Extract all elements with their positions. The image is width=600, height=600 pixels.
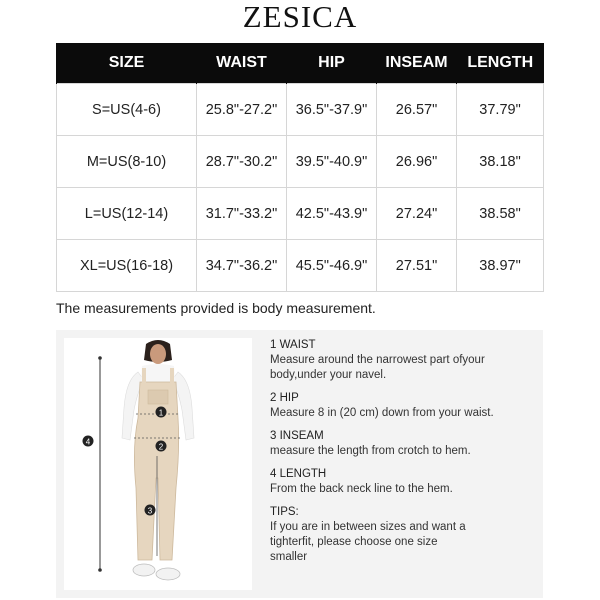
measurement-note: The measurements provided is body measurement. — [56, 300, 376, 316]
size-chart-table — [56, 43, 544, 292]
brand-logo: ZESICA — [242, 0, 358, 34]
step-title: TIPS: — [270, 506, 299, 518]
cell-inseam: 26.57" — [377, 84, 457, 136]
cell-waist: 25.8"-27.2" — [197, 84, 287, 136]
table-header-row — [57, 43, 544, 84]
step-title: 2 HIP — [270, 392, 299, 404]
cell-inseam: 26.96" — [377, 136, 457, 188]
header-length: LENGTH — [457, 43, 544, 84]
cell-length: 38.58" — [457, 188, 544, 240]
table-row — [57, 240, 544, 292]
model-figure — [64, 338, 252, 590]
cell-waist: 34.7"-36.2" — [197, 240, 287, 292]
step-title: 3 INSEAM — [270, 430, 324, 442]
step-title: 1 WAIST — [270, 339, 316, 351]
measurement-guide-panel — [56, 330, 543, 598]
length-line-top-dot — [98, 356, 102, 360]
table-row — [57, 136, 544, 188]
cell-hip: 36.5"-37.9" — [287, 84, 377, 136]
cell-size: XL=US(16-18) — [57, 240, 197, 292]
cell-inseam: 27.24" — [377, 188, 457, 240]
header-inseam: INSEAM — [377, 43, 457, 84]
table-row — [57, 84, 544, 136]
header-hip: HIP — [287, 43, 377, 84]
bib-pocket — [148, 390, 168, 404]
step-waist — [270, 338, 540, 383]
marker-4-label: 4 — [85, 437, 91, 447]
cell-size: S=US(4-6) — [57, 84, 197, 136]
marker-1-label: 1 — [158, 408, 164, 418]
marker-2-label: 2 — [158, 442, 164, 452]
step-text: body,under your navel. — [270, 369, 387, 381]
step-text: From the back neck line to the hem. — [270, 483, 453, 495]
left-shoe — [133, 564, 155, 576]
cell-hip: 42.5"-43.9" — [287, 188, 377, 240]
header-size: SIZE — [57, 43, 197, 84]
cell-length: 38.97" — [457, 240, 544, 292]
cell-waist: 28.7"-30.2" — [197, 136, 287, 188]
step-tips — [270, 505, 540, 565]
cell-hip: 39.5"-40.9" — [287, 136, 377, 188]
overalls-shape — [134, 382, 178, 560]
cell-size: L=US(12-14) — [57, 188, 197, 240]
model-illustration — [64, 338, 252, 590]
table-row — [57, 188, 544, 240]
marker-3-label: 3 — [147, 506, 153, 516]
cell-waist: 31.7"-33.2" — [197, 188, 287, 240]
cell-length: 38.18" — [457, 136, 544, 188]
right-shoe — [156, 568, 180, 580]
step-length — [270, 467, 540, 497]
face-shape — [150, 344, 166, 364]
step-inseam — [270, 429, 540, 459]
step-text: tighterfit, please choose one size — [270, 536, 438, 548]
measurement-steps — [270, 338, 540, 573]
length-line-bottom-dot — [98, 568, 102, 572]
cell-length: 37.79" — [457, 84, 544, 136]
step-text: Measure around the narrowest part ofyour — [270, 354, 485, 366]
step-text: If you are in between sizes and want a — [270, 521, 466, 533]
step-text: measure the length from crotch to hem. — [270, 445, 471, 457]
cell-inseam: 27.51" — [377, 240, 457, 292]
step-title: 4 LENGTH — [270, 468, 327, 480]
cell-hip: 45.5"-46.9" — [287, 240, 377, 292]
cell-size: M=US(8-10) — [57, 136, 197, 188]
step-hip — [270, 391, 540, 421]
step-text: smaller — [270, 551, 308, 563]
header-waist: WAIST — [197, 43, 287, 84]
step-text: Measure 8 in (20 cm) down from your waist. — [270, 407, 494, 419]
